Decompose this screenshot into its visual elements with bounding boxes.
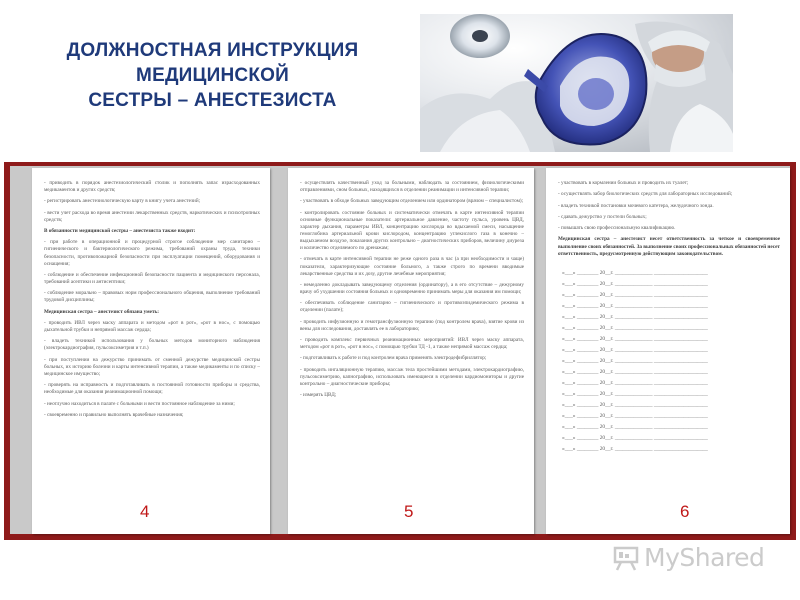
signature-row: «___» ________ 20__г. ______________ ____________________: [562, 335, 708, 342]
page-5-paragraph: - осуществлять качественный уход за больными, наблюдать за состоянием, физиологическими отправлениями, сном больных, находящихся в отделении реанимации и интенсивной терапии;: [300, 180, 524, 194]
signature-row: «___» ________ 20__г. ______________ ____________________: [562, 346, 708, 353]
page-6-paragraph: - осуществлять забор биологических средств для лабораторных исследований;: [558, 191, 733, 198]
page-4-paragraph: - при работе в операционной и процедурной строгое соблюдение мер санитарно – гигиенического и бактериологического режима, требований охраны труда, техники безопасности, противопожарной безопасности при эксплуатации помещений, оборудования и оснащения;: [44, 239, 260, 267]
page-4-section-heading: Медицинская сестра – анестезист обязана уметь:: [44, 308, 159, 315]
signature-row: «___» ________ 20__г. ______________ ____________________: [562, 434, 708, 441]
page-4-paragraph: - своевременно и правильно выполнять врачебные назначения;: [44, 411, 184, 418]
myshared-watermark: [612, 541, 792, 575]
page-5-paragraph: - отмечать в карте интенсивной терапии не реже одного раза в час (а при необходимости и чаще) показатели, характеризующие состояние больного, а также строго по времени вводимые лекарственные средства и их дозу, другие лечебные мероприятия;: [300, 256, 524, 277]
slide-title-line-3: СЕСТРЫ – АНЕСТЕЗИСТА: [88, 90, 337, 111]
page-4-paragraph: - соблюдение и обеспечение инфекционной безопасности пациента и медицинского персонала, требований асептики и антисептики;: [44, 271, 260, 285]
watermark-text: MyShared: [644, 543, 765, 572]
page-5-paragraph: - участвовать в обходе больных заведующим отделением или ординатором (врачом – специалистом);: [300, 198, 524, 205]
document-page-6: [546, 168, 790, 534]
page-6-responsibility-statement: Медицинская сестра – анестезист несет ответственность за четкое и своевременное выполнение своих обязанностей. За выполнение своих профессиональных обязанностей несет ответственность, предусмотренную действующим законодательством.: [558, 236, 780, 257]
page-5-paragraph: - немедленно докладывать заведующему отделения (ординатору), а в его отсутствие – дежурному врачу об ухудшении состояния больных и одновременно принимать меры для оказания им помощи;: [300, 281, 524, 295]
signature-row: «___» ________ 20__г. ______________ ____________________: [562, 390, 708, 397]
signature-row: «___» ________ 20__г. ______________ ____________________: [562, 280, 708, 287]
page-6-paragraph: - участвовать в кормлении больных и проводить их туалет;: [558, 180, 689, 186]
page-4-paragraph: - владеть техникой использования у больных методов мониторного наблюдения (электрокардиография, пульсоксиметрия и т.п.): [44, 338, 260, 352]
page-5-paragraph: - проводить комплекс первичных реанимационных мероприятий: ИВЛ через маску аппарата, методом «рот в рот», «рот в нос», с помощью трубки ТД -1, а также непрямой массаж сердца;: [300, 337, 524, 351]
presentation-board-icon: [612, 544, 640, 572]
page-4-paragraph: - соблюдение морально – правовых норм профессионального общения, выполнение требований трудовой дисциплины;: [44, 290, 260, 304]
signature-row: «___» ________ 20__г. ______________ ____________________: [562, 313, 708, 320]
page-6-body: [558, 180, 780, 457]
signature-row: «___» ________ 20__г. ______________ ____________________: [562, 368, 708, 375]
page-5-body: [300, 180, 524, 403]
signature-list: [558, 270, 780, 453]
anesthesia-mask-icon: [420, 14, 733, 152]
page-5-paragraph: - контролировать состояние больных и систематически отмечать в карте интенсивной терапии основные функциональные показатели: артериальное давление, частоту пульса, уровень ЦВД, характер дыхания, параметры ИВЛ, концентрацию кислорода во вдыхаемой смеси, насыщение гемоглобина артериальной крови кислородом, концентрацию углекислого газа в конечно – выдыхаемом воздухе, показания других контрольно – диагностических приборов, величину диуреза и количество отделяемого по дренажам;: [300, 209, 524, 252]
signature-row: «___» ________ 20__г. ______________ ____________________: [562, 269, 708, 276]
page-6-paragraph: - повышать свою профессиональную квалификацию.: [558, 225, 676, 232]
page-5-paragraph: - подготавливать к работе и под контролем врача применять электродефибриллятор;: [300, 355, 487, 362]
signature-row: «___» ________ 20__г. ______________ ____________________: [562, 357, 708, 364]
page-4-paragraph: - вести учет расхода во время анестезии лекарственных средств, наркотических и психотропных средств;: [44, 209, 260, 223]
page-5-paragraph: - проводить инфузионную и гемотрансфузионную терапию (под контролем врача), взятие крови из вены для исследования, доставлять ее в лабораторию;: [300, 318, 524, 332]
page-5-paragraph: - проводить ингаляционную терапию, массаж тела простейшими методами, электрокардиографию, пульсоксиметрию, капнографию, использовать имеющиеся в отделении кардиомониторы и другие контрольно – диагностические приборы;: [300, 366, 524, 387]
slide-title-line-1: ДОЛЖНОСТНАЯ ИНСТРУКЦИЯ: [66, 40, 359, 61]
page-5-paragraph: - измерять ЦВД;: [300, 392, 337, 399]
page-4-paragraph: - проводить ИВЛ через маску аппарата и методом «рот в рот», «рот в нос», с помощью дыхательной трубки и непрямой массаж сердца;: [44, 319, 260, 333]
page-4-paragraph: - приводить в порядок анестезиологический столик и пополнять запас израсходованных медикаментов и других средств;: [44, 180, 260, 194]
document-page-5: [288, 168, 534, 534]
slide-title: [20, 38, 405, 113]
document-preview-frame: [4, 162, 796, 540]
page-4-paragraph: - неотлучно находиться в палате с больными и вести постоянное наблюдение за ними;: [44, 400, 235, 407]
page-5-paragraph: - обеспечивать соблюдение санитарно – гигиенического и противоэпидемического режима в отделении (палате);: [300, 300, 524, 314]
signature-row: «___» ________ 20__г. ______________ ____________________: [562, 379, 708, 386]
page-4-paragraph: - проверять на исправность и подготавливать в постоянной готовности приборы и средства, необходимые для оказания реанимационной помощи;: [44, 382, 260, 396]
page-number-6: 6: [680, 502, 690, 521]
signature-row: «___» ________ 20__г. ______________ ____________________: [562, 423, 708, 430]
signature-row: «___» ________ 20__г. ______________ ____________________: [562, 291, 708, 298]
page-number-4: 4: [140, 502, 150, 521]
page-6-paragraph: - владеть техникой постановки мочевого катетера, желудочного зонда.: [558, 202, 714, 209]
page-4-body: [44, 180, 260, 423]
signature-row: «___» ________ 20__г. ______________ ____________________: [562, 302, 708, 309]
document-page-4: [32, 168, 270, 534]
signature-row: «___» ________ 20__г. ______________ ____________________: [562, 412, 708, 419]
page-4-section-heading: В обязанности медицинской сестры – анестезиста также входит:: [44, 228, 196, 235]
page-number-5: 5: [404, 502, 414, 521]
anesthesia-photo: [420, 14, 733, 152]
page-4-paragraph: - регистрировать анестезиологическую карту в книгу учета анестезий;: [44, 198, 201, 205]
document-preview-background: [10, 166, 790, 534]
page-6-paragraph: - сдавать дежурство у постели больных;: [558, 213, 647, 220]
signature-row: «___» ________ 20__г. ______________ ____________________: [562, 445, 708, 452]
signature-row: «___» ________ 20__г. ______________ ____________________: [562, 401, 708, 408]
page-4-paragraph: - при поступлении на дежурство принимать от сменной дежурстве медицинской сестры больных, их историю болезни и карты интенсивной терапии, а также медикаменты и по списку – медицинское имущество;: [44, 356, 260, 377]
signature-row: «___» ________ 20__г. ______________ ____________________: [562, 324, 708, 331]
slide-title-line-2: МЕДИЦИНСКОЙ: [136, 65, 289, 86]
